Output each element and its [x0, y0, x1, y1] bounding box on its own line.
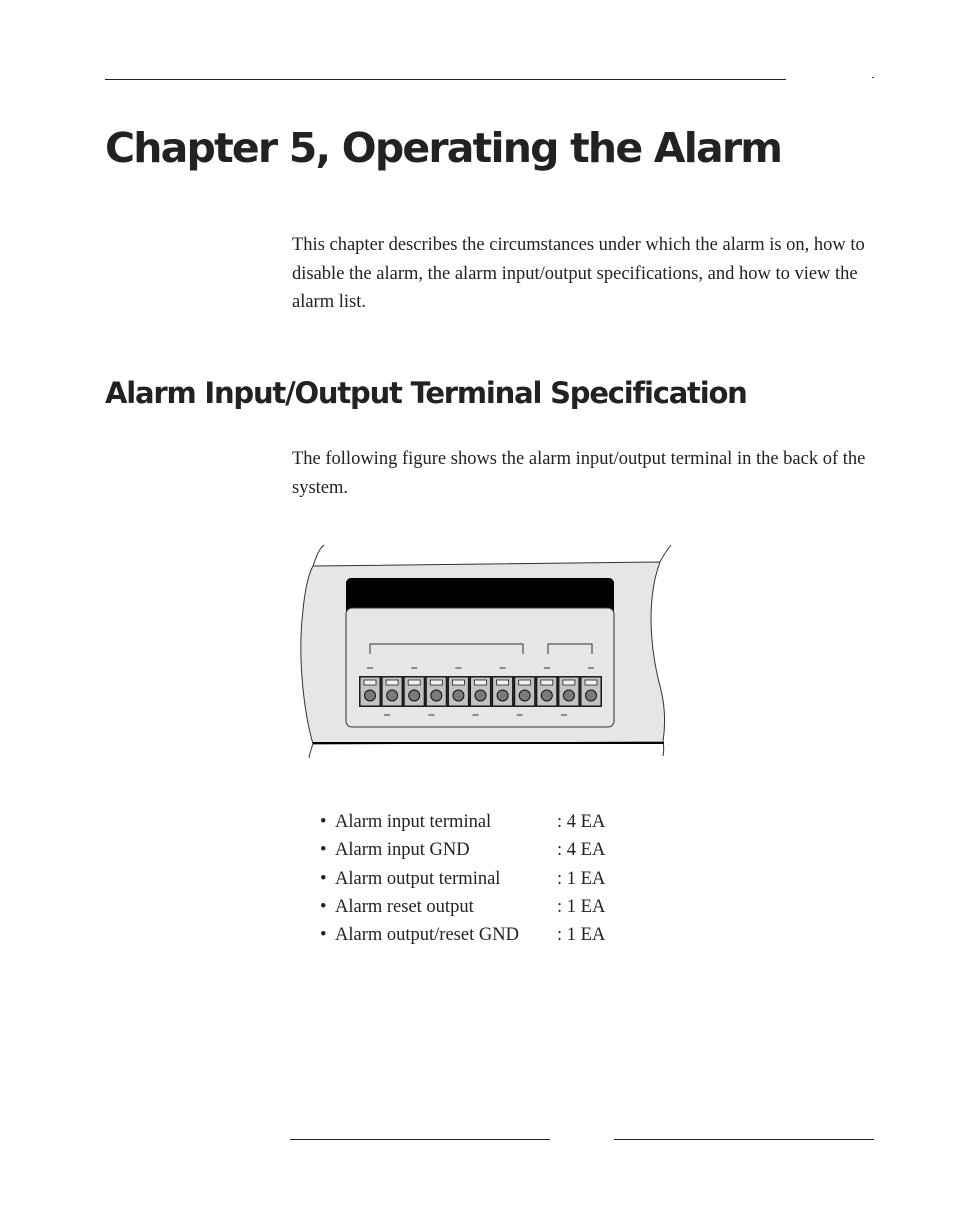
spec-value: : 1 EA — [557, 896, 606, 917]
section-title: Alarm Input/Output Terminal Specification — [105, 376, 747, 410]
terminal-row — [360, 677, 601, 706]
spec-label: Alarm reset output — [335, 896, 474, 917]
spec-list — [320, 808, 605, 949]
footer-rule-right — [614, 1139, 874, 1140]
terminal-slot — [386, 680, 398, 685]
header-rule — [105, 79, 786, 80]
terminal-slot — [364, 680, 376, 685]
terminal-9 — [537, 677, 557, 706]
list-item — [320, 808, 605, 836]
terminal-slot — [475, 680, 487, 685]
terminal-screw — [563, 690, 574, 701]
chassis-right-edge — [660, 545, 671, 562]
spec-value: : 1 EA — [557, 868, 606, 889]
terminal-5 — [448, 677, 468, 706]
terminal-screw — [586, 690, 597, 701]
chassis-left-edge — [309, 744, 313, 758]
intro-paragraph: This chapter describes the circumstances under which the alarm is on, how to disable the alarm, the alarm input/output specifications, and how to view the alarm list. — [292, 235, 865, 312]
terminal-screw — [475, 690, 486, 701]
terminal-screw — [453, 690, 464, 701]
terminal-screw — [387, 690, 398, 701]
terminal-11 — [581, 677, 601, 706]
bullet: • — [320, 896, 327, 917]
terminal-3 — [404, 677, 424, 706]
spec-value: : 1 EA — [557, 925, 606, 946]
terminal-slot — [585, 680, 597, 685]
terminal-6 — [471, 677, 491, 706]
terminal-slot — [563, 680, 575, 685]
spec-label: Alarm input terminal — [335, 812, 492, 832]
connector-body — [346, 608, 614, 727]
list-item — [320, 865, 605, 893]
terminal-slot — [497, 680, 509, 685]
bullet: • — [320, 925, 327, 946]
bullet: • — [320, 812, 327, 832]
terminal-slot — [430, 680, 442, 685]
list-item — [320, 921, 605, 949]
terminal-slot — [541, 680, 553, 685]
list-item — [320, 836, 605, 864]
list-item — [320, 893, 605, 921]
terminal-slot — [408, 680, 420, 685]
spec-value: : 4 EA — [557, 840, 606, 861]
terminal-slot — [452, 680, 464, 685]
terminal-screw — [431, 690, 442, 701]
chassis-right-lower-edge — [663, 742, 664, 756]
bullet: • — [320, 868, 327, 889]
spec-label: Alarm output/reset GND — [335, 925, 519, 946]
spec-label: Alarm output terminal — [335, 868, 501, 889]
spec-value: : 4 EA — [557, 812, 606, 832]
terminal-figure — [298, 540, 678, 765]
header-mark — [872, 77, 874, 78]
spec-label: Alarm input GND — [335, 840, 470, 861]
terminal-screw — [497, 690, 508, 701]
chassis-top-edge — [313, 545, 324, 566]
terminal-1 — [360, 677, 380, 706]
terminal-8 — [515, 677, 535, 706]
footer-rule-left — [290, 1139, 550, 1140]
chapter-title: Chapter 5, Operating the Alarm — [105, 124, 782, 172]
terminal-10 — [559, 677, 579, 706]
terminal-2 — [382, 677, 402, 706]
bullet: • — [320, 840, 327, 861]
terminal-4 — [426, 677, 446, 706]
terminal-screw — [365, 690, 376, 701]
terminal-screw — [541, 690, 552, 701]
terminal-screw — [409, 690, 420, 701]
terminal-slot — [519, 680, 531, 685]
terminal-screw — [519, 690, 530, 701]
terminal-7 — [493, 677, 513, 706]
terminal-diagram — [298, 540, 678, 765]
section-paragraph: The following figure shows the alarm input/output terminal in the back of the system. — [292, 449, 866, 498]
